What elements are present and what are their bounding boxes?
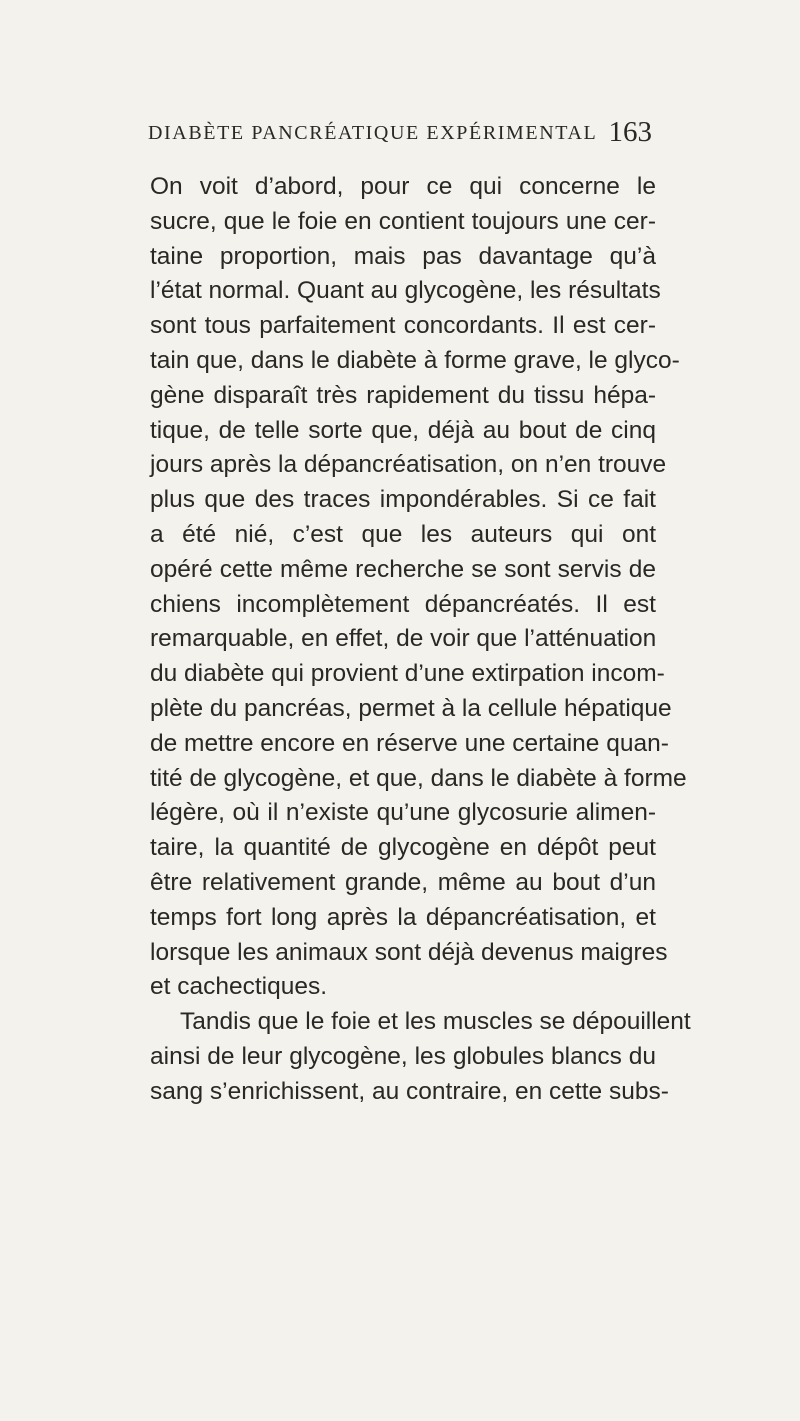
page-number: 163: [608, 116, 652, 148]
text-line: temps fort long après la dépancréatisation, et: [150, 903, 656, 931]
text-line: tain que, dans le diabète à forme grave, le glyco-: [150, 346, 680, 374]
running-title: DIABÈTE PANCRÉATIQUE EXPÉRIMENTAL: [148, 122, 598, 144]
text-line: Tandis que le foie et les muscles se dépouillent: [180, 1008, 691, 1036]
text-line: remarquable, en effet, de voir que l’atténuation: [150, 625, 657, 653]
text-line: tique, de telle sorte que, déjà au bout de cinq: [150, 416, 656, 444]
text-line: lorsque les animaux sont déjà devenus maigres: [150, 938, 668, 966]
text-line: sucre, que le foie en contient toujours une cer-: [150, 207, 656, 235]
text-line: sang s’enrichissent, au contraire, en cette subs-: [150, 1077, 669, 1105]
text-line: du diabète qui provient d’une extirpation incom-: [150, 660, 665, 688]
text-line: plète du pancréas, permet à la cellule hépatique: [150, 694, 672, 722]
text-line: chiens incomplètement dépancréatés. Il est: [150, 590, 656, 618]
text-line: de mettre encore en réserve une certaine quan-: [150, 729, 669, 757]
text-line: sont tous parfaitement concordants. Il est cer-: [150, 312, 656, 340]
text-line: opéré cette même recherche se sont servis de: [150, 555, 656, 583]
text-line: taine proportion, mais pas davantage qu’à: [150, 242, 656, 270]
text-line: plus que des traces impondérables. Si ce fait: [150, 486, 656, 514]
text-line: légère, où il n’existe qu’une glycosurie alimen-: [150, 799, 656, 827]
paragraph-2: [150, 1005, 691, 1109]
body-text: [150, 170, 691, 1110]
text-line: jours après la dépancréatisation, on n’en trouve: [150, 451, 667, 479]
text-line: et cachectiques.: [150, 973, 328, 1001]
text-line: On voit d’abord, pour ce qui concerne le: [150, 173, 656, 200]
text-line: taire, la quantité de glycogène en dépôt peut: [150, 834, 656, 862]
text-line: ainsi de leur glycogène, les globules blancs du: [150, 1042, 656, 1070]
paragraph-1: [150, 170, 687, 1005]
text-line: gène disparaît très rapidement du tissu hépa-: [150, 381, 656, 409]
running-head: [148, 116, 658, 150]
text-line: a été nié, c’est que les auteurs qui ont: [150, 520, 656, 548]
text-line: être relativement grande, même au bout d’un: [150, 868, 656, 896]
text-line: l’état normal. Quant au glycogène, les résultats: [150, 277, 661, 305]
text-line: tité de glycogène, et que, dans le diabète à forme: [150, 764, 687, 792]
